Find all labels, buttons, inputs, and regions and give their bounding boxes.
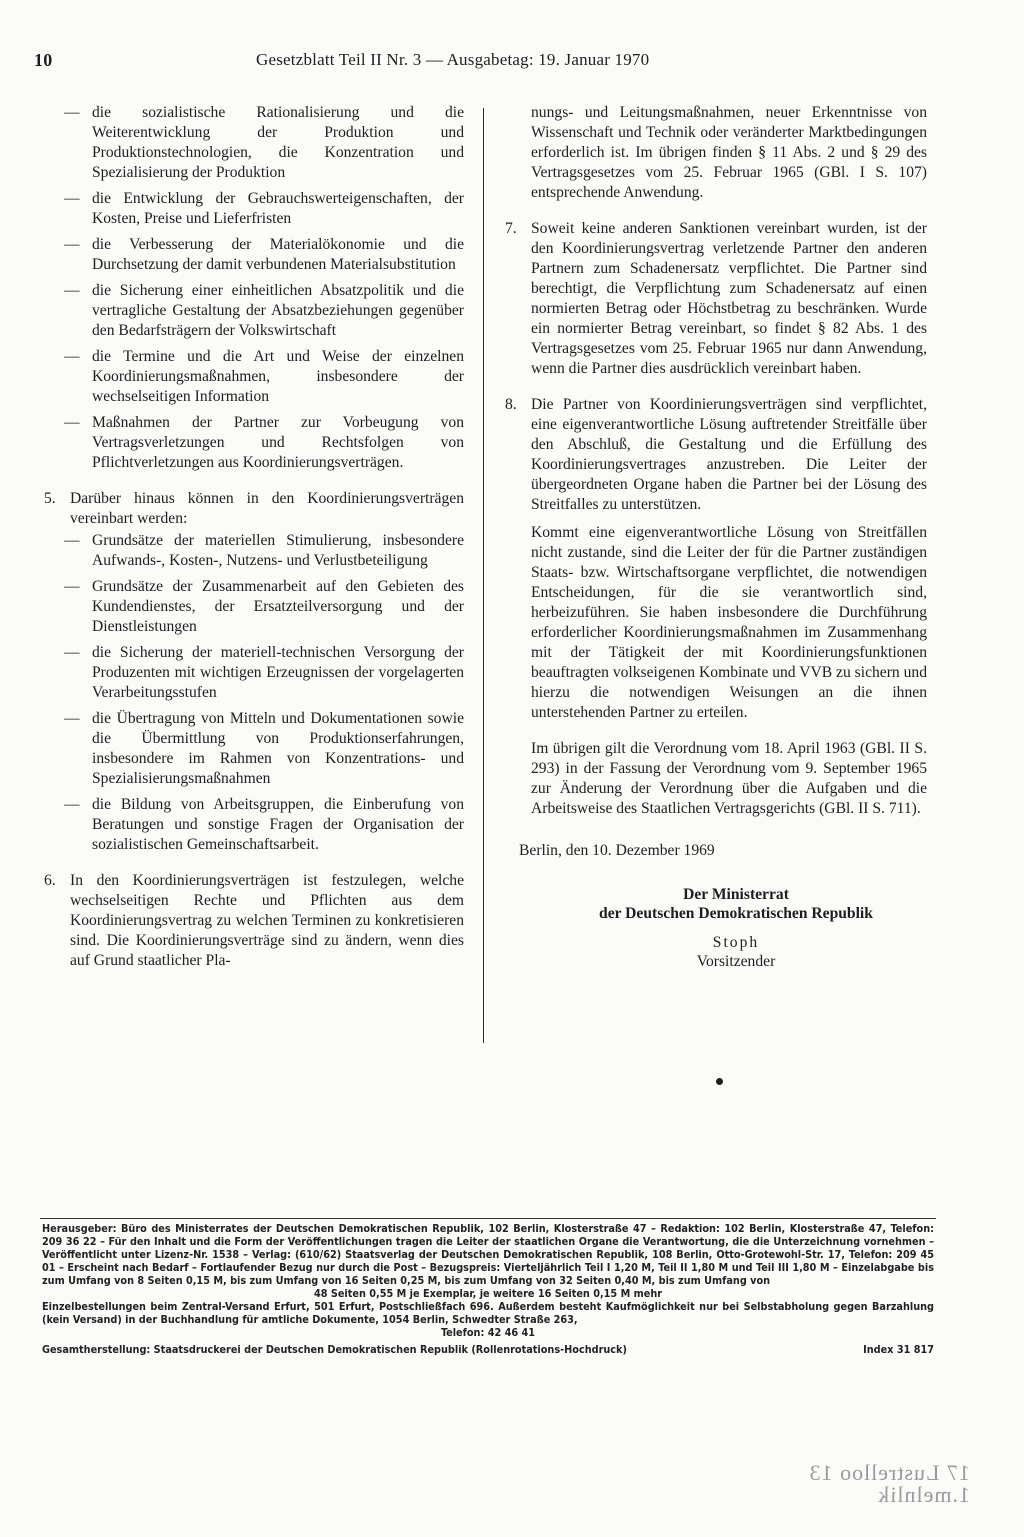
ordering-phone: Telefon: 42 46 41 [440, 1326, 536, 1339]
list-item: — die Sicherung einer einheitlichen Absatzpolitik und die vertragliche Gestaltung der Absatzbeziehungen gegenüber den Bedarfsträgern der Volkswirtschaft [64, 282, 464, 339]
signatory-name: Stoph [712, 933, 760, 951]
list-item: — die Bildung von Arbeitsgruppen, die Einberufung von Beratungen und sonstige Fragen der Organisation der sozialistischen Gemeinschaftsarbeit. [64, 796, 464, 853]
imprint-paragraph-end: 48 Seiten 0,55 M je Exemplar, je weitere 16 Seiten 0,15 M mehr [313, 1287, 663, 1300]
list-item: — die sozialistische Rationalisierung und die Weiterentwicklung der Produktion und Produktionstechnologien, die Konzentration und Spezialisierung der Produktion [64, 104, 464, 181]
signatory-role: Vorsitzender [696, 952, 776, 970]
ordering-paragraph: Einzelbestellungen beim Zentral-Versand Erfurt, 501 Erfurt, Postschließfach 696. Außerdem besteht Kaufmöglichkeit nur bei Selbstabholung gegen Barzahlung (kein Versand) in der Buchhandlung für amtliche Dokumente, 1054 Berlin, Schwedter Straße 263, [42, 1300, 934, 1326]
page-header [34, 50, 934, 80]
right-column [505, 103, 927, 971]
bleed-through-text [720, 1462, 970, 1506]
continuation-paragraph: nungs- und Leitungsmaßnahmen, neuer Erkenntnisse von Wissenschaft und Technik oder veränderter Marktbedingungen erforderlich ist. Im übrigen finden § 11 Abs. 2 und § 29 des Vertragsgesetzes vom 25. Februar 1965 (GBl. I S. 107) entsprechende Anwendung. [531, 104, 927, 201]
running-title: Gesetzblatt Teil II Nr. 3 — Ausgabetag: 19. Januar 1970 [256, 50, 650, 69]
signature-block [545, 885, 927, 971]
left-column [44, 103, 464, 973]
list-item: — die Sicherung der materiell-technischen Versorgung der Produzenten mit wichtigen Erzeugnissen der vorgelagerten Verarbeitungsstufen [64, 644, 464, 701]
paragraph: Im übrigen gilt die Verordnung vom 18. April 1963 (GBl. II S. 293) in der Fassung der Verordnung vom 9. September 1965 zur Änderung der Verordnung über die Aufgaben und die Arbeitsweise des Staatlichen Vertragsgerichts (GBl. II S. 711). [531, 739, 927, 817]
list-item: — Grundsätze der materiellen Stimulierung, insbesondere Aufwands-, Kosten-, Nutzens- und Verlustbeteiligung [64, 532, 464, 569]
list-item: — Grundsätze der Zusammenarbeit auf den Gebieten des Kundendienstes, der Ersatzteilversorgung und der Dienstleistungen [64, 578, 464, 635]
imprint-paragraph: Herausgeber: Büro des Ministerrates der Deutschen Demokratischen Republik, 102 Berlin, Klosterstraße 47 – Redaktion: 102 Berlin, Klosterstraße 47, Telefon: 209 36 22 – Für den Inhalt und die Form der Veröffentlichungen tragen die Leiter der staatlichen Organe die Verantwortung, die die Unterzeichnung vornehmen – Veröffentlicht unter Lizenz-Nr. 1538 – Verlag: (610/62) Staatsverlag der Deutschen Demokratischen Republik, 108 Berlin, Otto-Grotewohl-Str. 17, Telefon: 209 45 01 – Erscheint nach Bedarf – Fortlaufender Bezug nur durch die Post – Bezugspreis: Vierteljährlich Teil I 1,20 M, Teil II 1,80 M und Teil III 1,80 M – Einzelabgabe bis zum Umfang von 8 Seiten 0,15 M, bis zum Umfang von 16 Seiten 0,25 M, bis zum Umfang von 32 Seiten 0,40 M, bis zum Umfang von [42, 1222, 934, 1287]
numbered-item-7 [505, 219, 927, 379]
printer-text: Gesamtherstellung: Staatsdruckerei der Deutschen Demokratischen Republik (Rollenrotations-Hochdruck) [42, 1343, 627, 1356]
item-text: Darüber hinaus können in den Koordinierungsverträgen vereinbart werden: [70, 490, 464, 527]
numbered-item-6 [44, 871, 464, 971]
paragraph: Kommt eine eigenverantwortliche Lösung von Streitfällen nicht zustande, sind die Leiter der für die Partner zuständigen Staats- bzw. Wirtschaftsorgane verpflichtet, die notwendigen Entscheidungen, für die sie verantwortlich sind, herbeizuführen. Sie haben insbesondere die Durchführung erforderlicher Koordinierungsmaßnahmen im Zusammenhang mit der Tätigkeit der mit Koordinierungsfunktionen beauftragten volkseigenen Kombinate und VVB zu sichern und hierzu die notwendigen Weisungen an die ihnen unterstehenden Partner zu erteilen. [531, 524, 927, 721]
item-text: Die Partner von Koordinierungsverträgen sind verpflichtet, eine eigenverantwortliche Lösung auftretender Streitfälle über den Abschluß, die Gestaltung und die Erfüllung des Koordinierungsvertrages anzustreben. Die Leiter der übergeordneten Organe haben die Partner bei der Lösung des Streitfalles zu unterstützen. [531, 396, 927, 513]
item-number: 6. [44, 872, 56, 889]
imprint-footer [42, 1222, 934, 1356]
item-number: 8. [505, 396, 517, 413]
list-item: — die Termine und die Art und Weise der einzelnen Koordinierungsmaßnahmen, insbesondere der wechselseitigen Information [64, 348, 464, 405]
page-number: 10 [34, 50, 53, 70]
column-divider [483, 108, 484, 1043]
list-item: — Maßnahmen der Partner zur Vorbeugung von Vertragsverletzungen und Rechtsfolgen von Pflichtverletzungen aus Koordinierungsverträgen. [64, 414, 464, 471]
item-number: 7. [505, 220, 517, 237]
ink-dot [716, 1078, 723, 1085]
item-number: 5. [44, 490, 56, 507]
dash-list-top [44, 103, 464, 473]
index-number: Index 31 817 [863, 1343, 934, 1356]
list-item: — die Übertragung von Mitteln und Dokumentationen sowie die Übermittlung von Produktionserfahrungen, insbesondere im Rahmen von Konzentrations- und Spezialisierungsmaßnahmen [64, 710, 464, 787]
dash-list-item5 [44, 531, 464, 855]
bleed-line-1: 17 Lustrelloo 13 [808, 1460, 970, 1485]
date-line: Berlin, den 10. Dezember 1969 [519, 841, 715, 859]
list-item: — die Entwicklung der Gebrauchswerteigenschaften, der Kosten, Preise und Lieferfristen [64, 190, 464, 227]
numbered-item-5 [44, 489, 464, 529]
item-text: In den Koordinierungsverträgen ist festzulegen, welche wechselseitigen Rechte und Pflichten aus dem Koordinierungsvertrag zu welchen Terminen zu konkretisieren sind. Die Koordinierungsverträge sind zu ändern, wenn dies auf Grund staatlicher Pla- [70, 872, 464, 969]
signature-line-1: Der Ministerrat [683, 885, 789, 903]
numbered-item-8 [505, 395, 927, 515]
bleed-line-2: 1.melnlik [877, 1482, 970, 1507]
item-text: Soweit keine anderen Sanktionen vereinbart wurden, ist der den Koordinierungsvertrag verletzende Partner den anderen Partnern zum Schadenersatz verpflichtet. Die Partner sind berechtigt, die Verpflichtung zum Schadenersatz auf einen normierten Betrag oder Höchstbetrag zu beschränken. Wurde ein normierter Betrag vereinbart, so findet § 82 Abs. 1 des Vertragsgesetzes vom 25. Februar 1965 nur dann Anwendung, wenn die Partner dies ausdrücklich vereinbart haben. [531, 220, 927, 377]
list-item: — die Verbesserung der Materialökonomie und die Durchsetzung der damit verbundenen Materialsubstitution [64, 236, 464, 273]
footer-rule [40, 1218, 936, 1219]
printer-line [42, 1343, 934, 1356]
signature-line-2: der Deutschen Demokratischen Republik [599, 904, 873, 922]
